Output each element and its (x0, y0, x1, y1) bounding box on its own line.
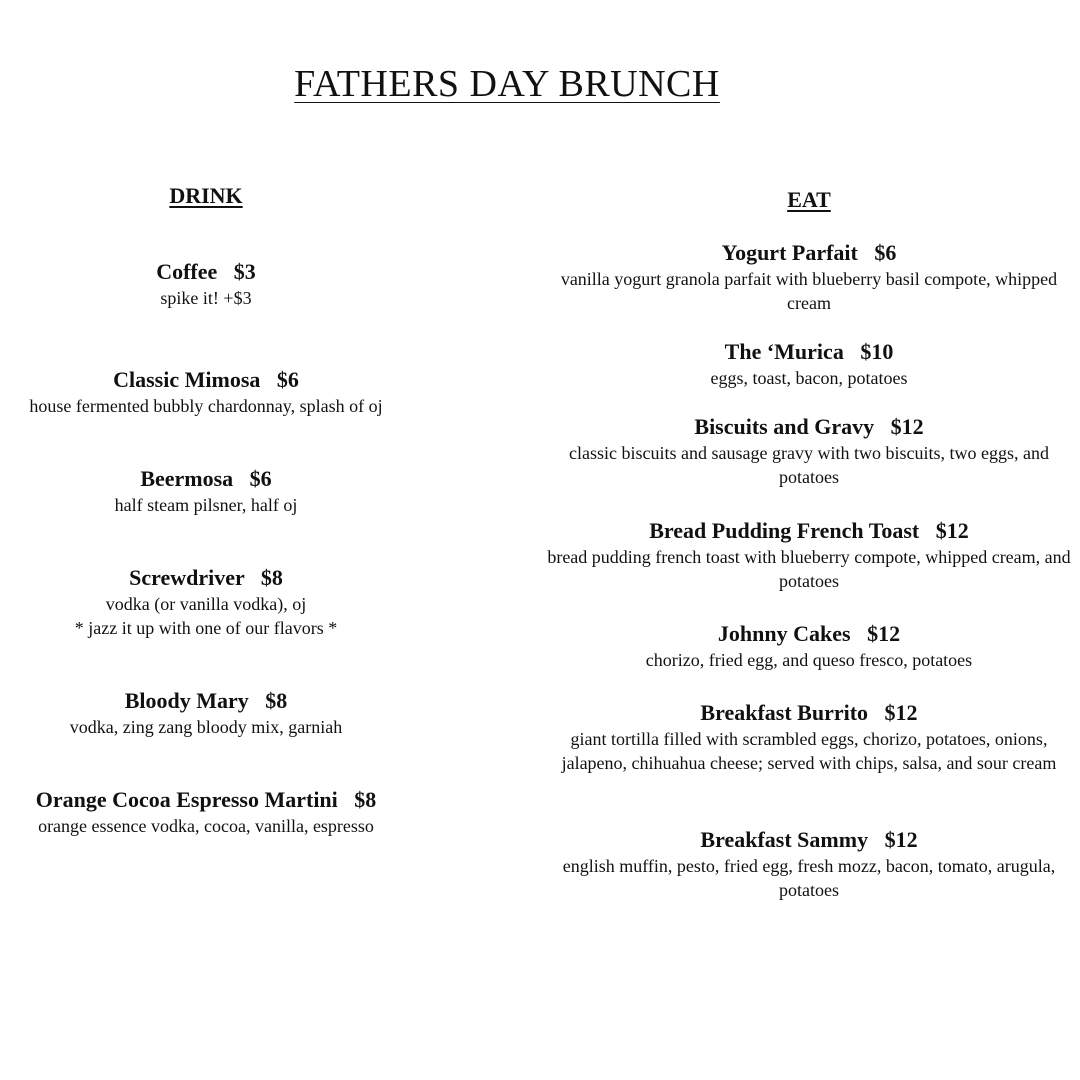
eat-item-the-murica (538, 338, 1080, 390)
drink-item-beermosa (0, 465, 412, 517)
drink-item-desc: house fermented bubbly chardonnay, splash of oj (29, 396, 383, 416)
eat-item-desc: english muffin, pesto, fried egg, fresh mozz, bacon, tomato, arugula, potatoes (562, 856, 1056, 900)
eat-item-desc: giant tortilla filled with scrambled eggs, chorizo, potatoes, onions, jalapeno, chihuahua cheese; served with chips, salsa, and sour cream (561, 729, 1057, 773)
eat-heading: EAT (787, 187, 831, 212)
drink-item-name: Screwdriver $8 (129, 565, 283, 590)
eat-item-yogurt-parfait (538, 239, 1080, 315)
eat-item-name: Bread Pudding French Toast $12 (649, 518, 969, 543)
drink-item-name: Bloody Mary $8 (124, 688, 288, 713)
eat-item-name: Breakfast Sammy $12 (700, 827, 918, 852)
eat-item-desc: bread pudding french toast with blueberry compote, whipped cream, and potatoes (547, 547, 1071, 591)
drink-item-note: * jazz it up with one of our flavors * (74, 618, 338, 638)
eat-item-biscuits-and-gravy (538, 413, 1080, 489)
eat-item-name: Yogurt Parfait $6 (721, 240, 897, 265)
drink-item-espresso-martini (0, 786, 412, 838)
eat-item-name: Biscuits and Gravy $12 (694, 414, 924, 439)
eat-item-desc: eggs, toast, bacon, potatoes (710, 368, 908, 388)
menu-title (0, 62, 1014, 106)
drink-item-coffee (0, 258, 412, 310)
drink-item-desc: spike it! +$3 (160, 288, 252, 308)
drink-item-desc: vodka (or vanilla vodka), oj (105, 594, 307, 614)
drink-item-name: Coffee $3 (156, 259, 256, 284)
eat-item-breakfast-sammy (538, 826, 1080, 902)
eat-item-desc: chorizo, fried egg, and queso fresco, potatoes (645, 650, 973, 670)
drink-item-name: Orange Cocoa Espresso Martini $8 (35, 787, 377, 812)
eat-item-breakfast-burrito (538, 699, 1080, 775)
eat-item-name: Johnny Cakes $12 (717, 621, 901, 646)
menu-title-text: FATHERS DAY BRUNCH (294, 63, 720, 105)
drink-item-desc: half steam pilsner, half oj (114, 495, 298, 515)
drink-item-desc: vodka, zing zang bloody mix, garniah (69, 717, 343, 737)
eat-item-desc: classic biscuits and sausage gravy with two biscuits, two eggs, and potatoes (569, 443, 1049, 487)
eat-item-desc: vanilla yogurt granola parfait with blueberry basil compote, whipped cream (560, 269, 1058, 313)
eat-item-johnny-cakes (538, 620, 1080, 672)
eat-item-name: The ‘Murica $10 (724, 339, 894, 364)
drink-item-classic-mimosa (0, 366, 412, 418)
drink-item-name: Beermosa $6 (140, 466, 272, 491)
drink-item-name: Classic Mimosa $6 (113, 367, 299, 392)
drink-heading: DRINK (169, 183, 243, 208)
drink-item-screwdriver (0, 564, 412, 640)
drink-item-desc: orange essence vodka, cocoa, vanilla, espresso (38, 816, 374, 836)
drink-item-bloody-mary (0, 687, 412, 739)
eat-item-name: Breakfast Burrito $12 (700, 700, 918, 725)
eat-item-bread-pudding-french-toast (538, 517, 1080, 593)
